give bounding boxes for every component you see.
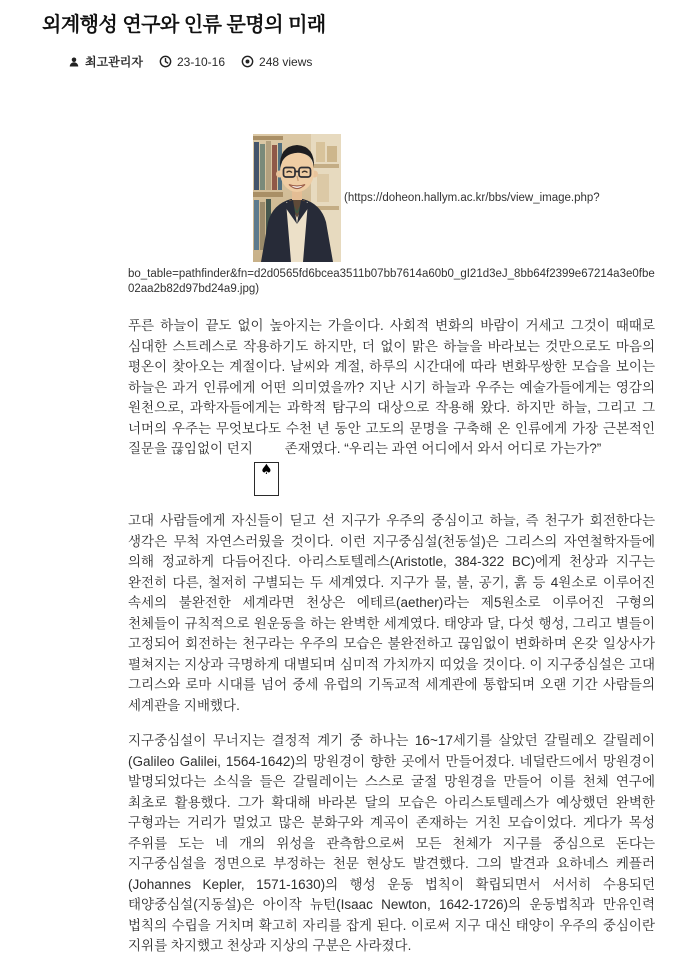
article-content <box>128 134 655 957</box>
author-photo[interactable] <box>253 134 341 262</box>
post-meta <box>68 53 655 70</box>
spade-cursor-icon: ♠ <box>260 462 273 478</box>
paragraph-2: 고대 사람들에게 자신들이 딛고 선 지구가 우주의 중심이고 하늘, 즉 천구가 회전한다는 생각은 무척 자연스러웠을 것이다. 이런 지구중심설(천동설)은 그리스의 자연철학자들에 의해 정교하게 다듬어진다. 아리스토텔레스(Aristotle, 384-322 BC)에게 천상과 지구는 완전히 다른, 철저히 구별되는 두 세계였다. 지구가 물, 불, 공기, 흙 등 4원소로 이루어진 속세의 불완전한 세계라면 천상은 에테르(aether)라는 제5원소로 이루어진 구형의 천체들이 규칙적으로 원운동을 하는 완벽한 세계였다. 태양과 달, 다섯 행성, 그리고 별들이 고정되어 회전하는 천구라는 우주의 모습은 불완전하고 끊임없이 변화하며 온갖 일상사가 펼쳐지는 지상과 극명하게 대별되며 심미적 가치까지 띠었을 것이다. 이 지구중심설은 고대 그리스와 로마 시대를 넘어 중세 유럽의 기독교적 세계관에 통합되며 오랜 기간 사람들의 세계관을 지배했다. <box>128 513 655 713</box>
paragraph-1-after-cursor: 존재였다. “우리는 과연 어디에서 와서 어디로 가는가?” <box>280 441 602 456</box>
person-icon <box>68 56 80 68</box>
paragraph-3: 지구중심설이 무너지는 결정적 계기 중 하나는 16~17세기를 살았던 갈릴레오 갈릴레이(Galileo Galilei, 1564-1642)의 망원경이 향한 곳에서 만들어졌다. 네덜란드에서 망원경이 발명되었다는 소식을 들은 갈릴레이는 스스로 굴절 망원경을 만들어 이를 천체 연구에 최초로 활용했다. 그가 확대해 바라본 달의 모습은 아리스토텔레스가 예상했던 완벽한 구형과는 거리가 멀었고 많은 분화구와 계곡이 존재하는 거친 모습이었다. 게다가 목성 주위를 도는 네 개의 위성을 관측함으로써 모든 천체가 지구를 중심으로 돈다는 지구중심설을 정면으로 부정하는 천문 현상도 발견했다. 그의 발견과 요하네스 케플러(Johannes Kepler, 1571-1630)의 행성 운동 법칙이 확립되면서 서서히 수용되던 태양중심설(지동설)은 아이작 뉴턴(Isaac Newton, 1642-1726)의 운동법칙과 만유인력 법칙의 수립을 거치며 확고히 자리를 잡게 된다. 이로써 지구 대신 태양이 우주의 중심이란 지위를 차지했고 천상과 지상의 구분은 사라졌다. <box>128 733 655 953</box>
cursor-artifact-box <box>254 462 279 496</box>
image-url-line2: bo_table=pathfinder&fn=d2d0565fd6bcea3511b07bb7614a60b0_gI21d3eJ_8bb64f2399e67214a3e0fbe02aa2b82d97bd24a9.jpg) <box>128 268 655 295</box>
page-title: 외계행성 연구와 인류 문명의 미래 <box>42 14 326 36</box>
paragraph-1 <box>128 316 655 496</box>
meta-views <box>241 55 312 69</box>
meta-author <box>68 53 143 70</box>
figure-row <box>128 134 655 262</box>
views-count: 248 views <box>259 54 313 69</box>
clock-icon <box>159 55 172 68</box>
author-name: 최고관리자 <box>85 55 143 69</box>
target-eye-icon <box>241 55 254 68</box>
paragraph-1-before-cursor: 푸른 하늘이 끝도 없이 높아지는 가을이다. 사회적 변화의 바람이 거세고 그것이 때때로 심대한 스트레스로 작용하기도 하지만, 더 없이 맑은 하늘을 바라보는 것만으로도 마음의 평온이 찾아오는 계절이다. 날씨와 계절, 하루의 시간대에 따라 변화무쌍한 모습을 보이는 하늘은 과거 인류에게 어떤 의미였을까? 지난 시기 하늘과 우주는 예술가들에게는 영감의 원천으로, 과학자들에게는 과학적 탐구의 대상으로 작용해 왔다. 하지만 하늘, 그리고 그 너머의 우주는 무엇보다도 수천 년 동안 고도의 문명을 구축해 온 인류에게 가장 근본적인 질문을 끊임없이 던지 <box>128 318 655 456</box>
meta-date <box>159 55 225 69</box>
post-date: 23-10-16 <box>176 54 226 69</box>
image-url-line1: (https://doheon.hallym.ac.kr/bbs/view_image.php? <box>344 192 600 204</box>
